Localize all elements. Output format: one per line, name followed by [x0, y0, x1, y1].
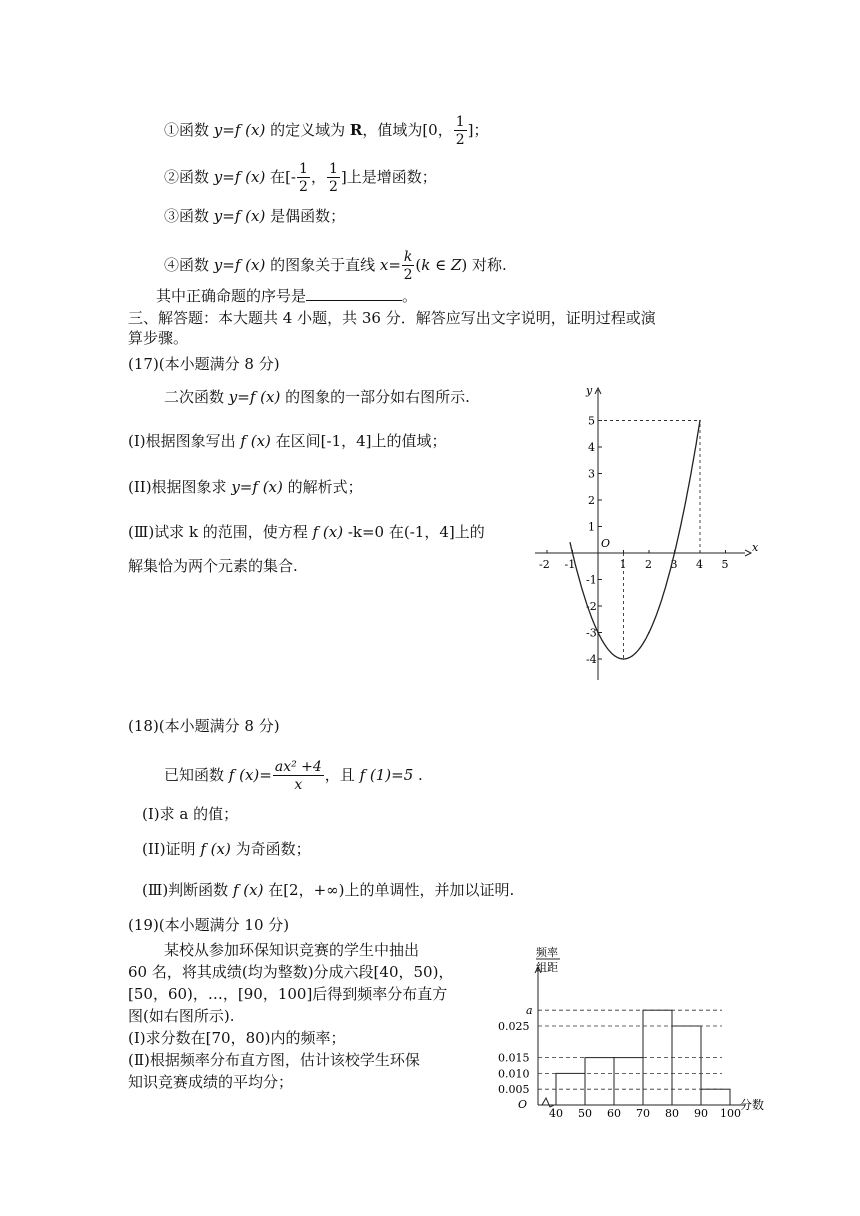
claim-3 — [164, 206, 345, 226]
function-expr: y=f (x) — [213, 168, 266, 186]
histogram-bar — [672, 1026, 701, 1105]
claim-text: ∈ — [430, 256, 451, 274]
problem-text: . — [413, 766, 423, 784]
answer-prompt-end: 。 — [402, 287, 418, 305]
problem-17-q1 — [128, 431, 447, 451]
x-tick-label: 5 — [721, 558, 729, 571]
fraction-denominator: 2 — [455, 132, 465, 148]
problem-18-q1: (I)求 a 的值； — [142, 805, 239, 823]
x-tick-label: 2 — [645, 558, 652, 571]
problem-text: 已知函数 — [164, 766, 229, 784]
x-tick-label: 70 — [636, 1107, 650, 1120]
function-expr: f (x) — [200, 840, 231, 858]
problem-19-text-4: 图(如右图所示). — [128, 1007, 235, 1025]
problem-text: 在区间[-1，4]上的值域； — [270, 432, 447, 450]
x-tick-label: 50 — [578, 1107, 592, 1120]
x-tick-label: 100 — [720, 1107, 741, 1120]
function-expr: f (x) — [232, 881, 264, 899]
y-tick-label: -2 — [586, 600, 597, 613]
fraction-denominator: 2 — [328, 179, 338, 195]
x-axis-label: 分数 — [740, 1098, 765, 1112]
y-axis-label: y — [586, 384, 593, 397]
claim-2 — [164, 162, 437, 194]
parabola-graph — [530, 380, 770, 685]
problem-18-given — [164, 760, 423, 792]
x-tick-label: 1 — [619, 558, 627, 571]
curve-point — [597, 632, 599, 634]
fraction-numerator: 1 — [455, 114, 465, 130]
x-tick-label: 3 — [670, 558, 678, 571]
function-expr: y=f (x) — [213, 207, 266, 225]
answer-prompt — [156, 286, 417, 306]
function-expr: y=f (x) — [231, 478, 283, 496]
problem-text: 的解析式； — [282, 478, 363, 496]
problem-19-text-1: 某校从参加环保知识竞赛的学生中抽出 — [164, 941, 420, 959]
y-tick-label: 5 — [588, 414, 595, 428]
fraction — [273, 760, 324, 792]
fraction-denominator: 2 — [403, 267, 413, 283]
function-expr: f (x) — [240, 432, 271, 450]
claim-text: ]上是增函数； — [340, 168, 437, 186]
real-set-symbol: R — [349, 121, 363, 139]
claim-text: ，值域为[0， — [362, 121, 453, 139]
variable: k — [421, 256, 431, 274]
problem-text: (II)根据图象求 — [128, 478, 232, 496]
problem-19-header: (19)(本小题满分 10 分) — [128, 916, 290, 934]
function-expr: y=f (x) — [213, 121, 266, 139]
x-tick-label: 60 — [607, 1107, 621, 1120]
claim-text: ①函数 — [164, 121, 214, 139]
problem-text: 二次函数 — [164, 388, 229, 406]
y-tick-label: a — [526, 1004, 533, 1018]
claim-text: 的定义域为 — [265, 121, 350, 139]
line-equation: x= — [379, 256, 401, 274]
answer-prompt-text: 其中正确命题的序号是 — [156, 287, 307, 305]
x-tick-label: 90 — [694, 1107, 708, 1120]
fraction-numerator: 1 — [299, 161, 308, 177]
problem-17-q2 — [128, 477, 363, 497]
curve-point — [623, 658, 625, 660]
claim-text: ， — [310, 168, 326, 186]
curve-point — [648, 632, 650, 634]
fraction-numerator: ax² +4 — [274, 759, 322, 775]
problem-19-text-7: 知识竞赛成绩的平均分； — [128, 1073, 294, 1091]
section-3-heading: 三、解答题：本大题共 4 小题，共 36 分．解答应写出文字说明，证明过程或演 — [128, 309, 656, 327]
problem-text: (I)根据图象写出 — [128, 432, 241, 450]
y-tick-label: -4 — [586, 653, 597, 666]
y-tick-label: 0.015 — [498, 1051, 530, 1065]
origin-label: O — [601, 537, 611, 550]
claim-text: 是偶函数； — [265, 207, 346, 225]
function-expr: f (x)= — [228, 766, 272, 784]
problem-19-text-3: [50，60)，…，[90，100]后得到频率分布直方 — [128, 985, 448, 1003]
fraction — [297, 162, 310, 194]
fraction — [402, 250, 414, 282]
fraction-numerator: k — [403, 249, 413, 265]
fraction-denominator: x — [294, 777, 303, 793]
variable: Z — [450, 256, 462, 274]
claim-text: ③函数 — [164, 207, 214, 225]
y-tick-label: -1 — [586, 573, 597, 587]
y-tick-label: 1 — [588, 520, 595, 534]
histogram-bar — [614, 1058, 643, 1105]
answer-blank[interactable] — [306, 286, 402, 301]
claim-text: ]； — [467, 121, 489, 139]
fraction-denominator: 2 — [299, 179, 308, 195]
x-tick-label: -2 — [539, 558, 550, 571]
y-tick-label: 2 — [588, 494, 595, 507]
fraction — [454, 115, 467, 147]
parabola-curve — [570, 421, 700, 660]
x-tick-label: -1 — [564, 558, 576, 571]
claim-text: 的图象关于直线 — [265, 256, 380, 274]
claim-text: 在[- — [265, 168, 297, 186]
curve-point — [674, 552, 676, 554]
problem-17-q3 — [128, 522, 485, 542]
function-expr: y=f (x) — [228, 388, 281, 406]
y-tick-label: -3 — [586, 626, 597, 640]
claim-text: ④函数 — [164, 256, 214, 274]
function-expr: f (x) — [312, 523, 344, 541]
x-tick-label: 4 — [696, 558, 703, 571]
problem-19-text-6: (Ⅱ)根据频率分布直方图，估计该校学生环保 — [128, 1051, 420, 1069]
problem-text: 的图象的一部分如右图所示. — [280, 388, 470, 406]
problem-19-text-5: (I)求分数在[70，80)内的频率； — [128, 1029, 346, 1047]
claim-text: ) 对称. — [461, 256, 507, 274]
frequency-histogram — [490, 940, 780, 1120]
problem-18-q3 — [142, 880, 514, 900]
fraction — [327, 162, 340, 194]
problem-text: (II)证明 — [142, 840, 201, 858]
problem-19-text-2: 60 名，将其成绩(均为整数)分成六段[40，50)， — [128, 963, 454, 981]
problem-18-header: (18)(本小题满分 8 分) — [128, 717, 280, 735]
axis-break — [542, 1098, 554, 1107]
problem-text: (Ⅲ)试求 k 的范围，使方程 — [128, 523, 313, 541]
y-axis-label-top: 频率 — [536, 946, 558, 959]
x-axis-arrow — [745, 550, 751, 556]
x-axis-label: x — [752, 541, 759, 554]
y-tick-label: 3 — [588, 467, 595, 481]
problem-text: -k=0 在(-1，4]上的 — [343, 523, 485, 541]
y-tick-label: 0.025 — [498, 1020, 530, 1033]
problem-text: 为奇函数； — [230, 840, 311, 858]
y-tick-label: 0.005 — [498, 1083, 530, 1097]
y-tick-label: 4 — [588, 441, 595, 454]
x-tick-label: 80 — [665, 1107, 679, 1120]
origin-label: O — [518, 1098, 528, 1111]
problem-17-intro — [164, 387, 470, 407]
histogram-bar — [585, 1058, 614, 1105]
claim-text: ( — [415, 256, 422, 274]
histogram-bar — [701, 1089, 730, 1105]
section-3-heading-cont: 算步骤。 — [128, 329, 189, 347]
fraction-numerator: 1 — [328, 161, 338, 177]
condition-expr: f (1)=5 — [359, 766, 414, 784]
problem-text: (Ⅲ)判断函数 — [142, 881, 233, 899]
problem-text: ，且 — [324, 766, 360, 784]
curve-point — [572, 552, 574, 554]
claim-1 — [164, 115, 489, 147]
curve-point — [699, 420, 701, 422]
problem-text: 在[2，+∞)上的单调性，并加以证明. — [263, 881, 515, 899]
y-axis-label-bottom: 组距 — [536, 961, 558, 974]
x-tick-label: 40 — [549, 1107, 563, 1120]
function-expr: y=f (x) — [213, 256, 266, 274]
claim-4 — [164, 250, 507, 282]
y-tick-label: 0.010 — [498, 1067, 530, 1081]
claim-text: ②函数 — [164, 168, 214, 186]
problem-17-header: (17)(本小题满分 8 分) — [128, 355, 280, 373]
problem-18-q2 — [142, 839, 311, 859]
problem-17-q3-cont: 解集恰为两个元素的集合. — [128, 557, 298, 575]
